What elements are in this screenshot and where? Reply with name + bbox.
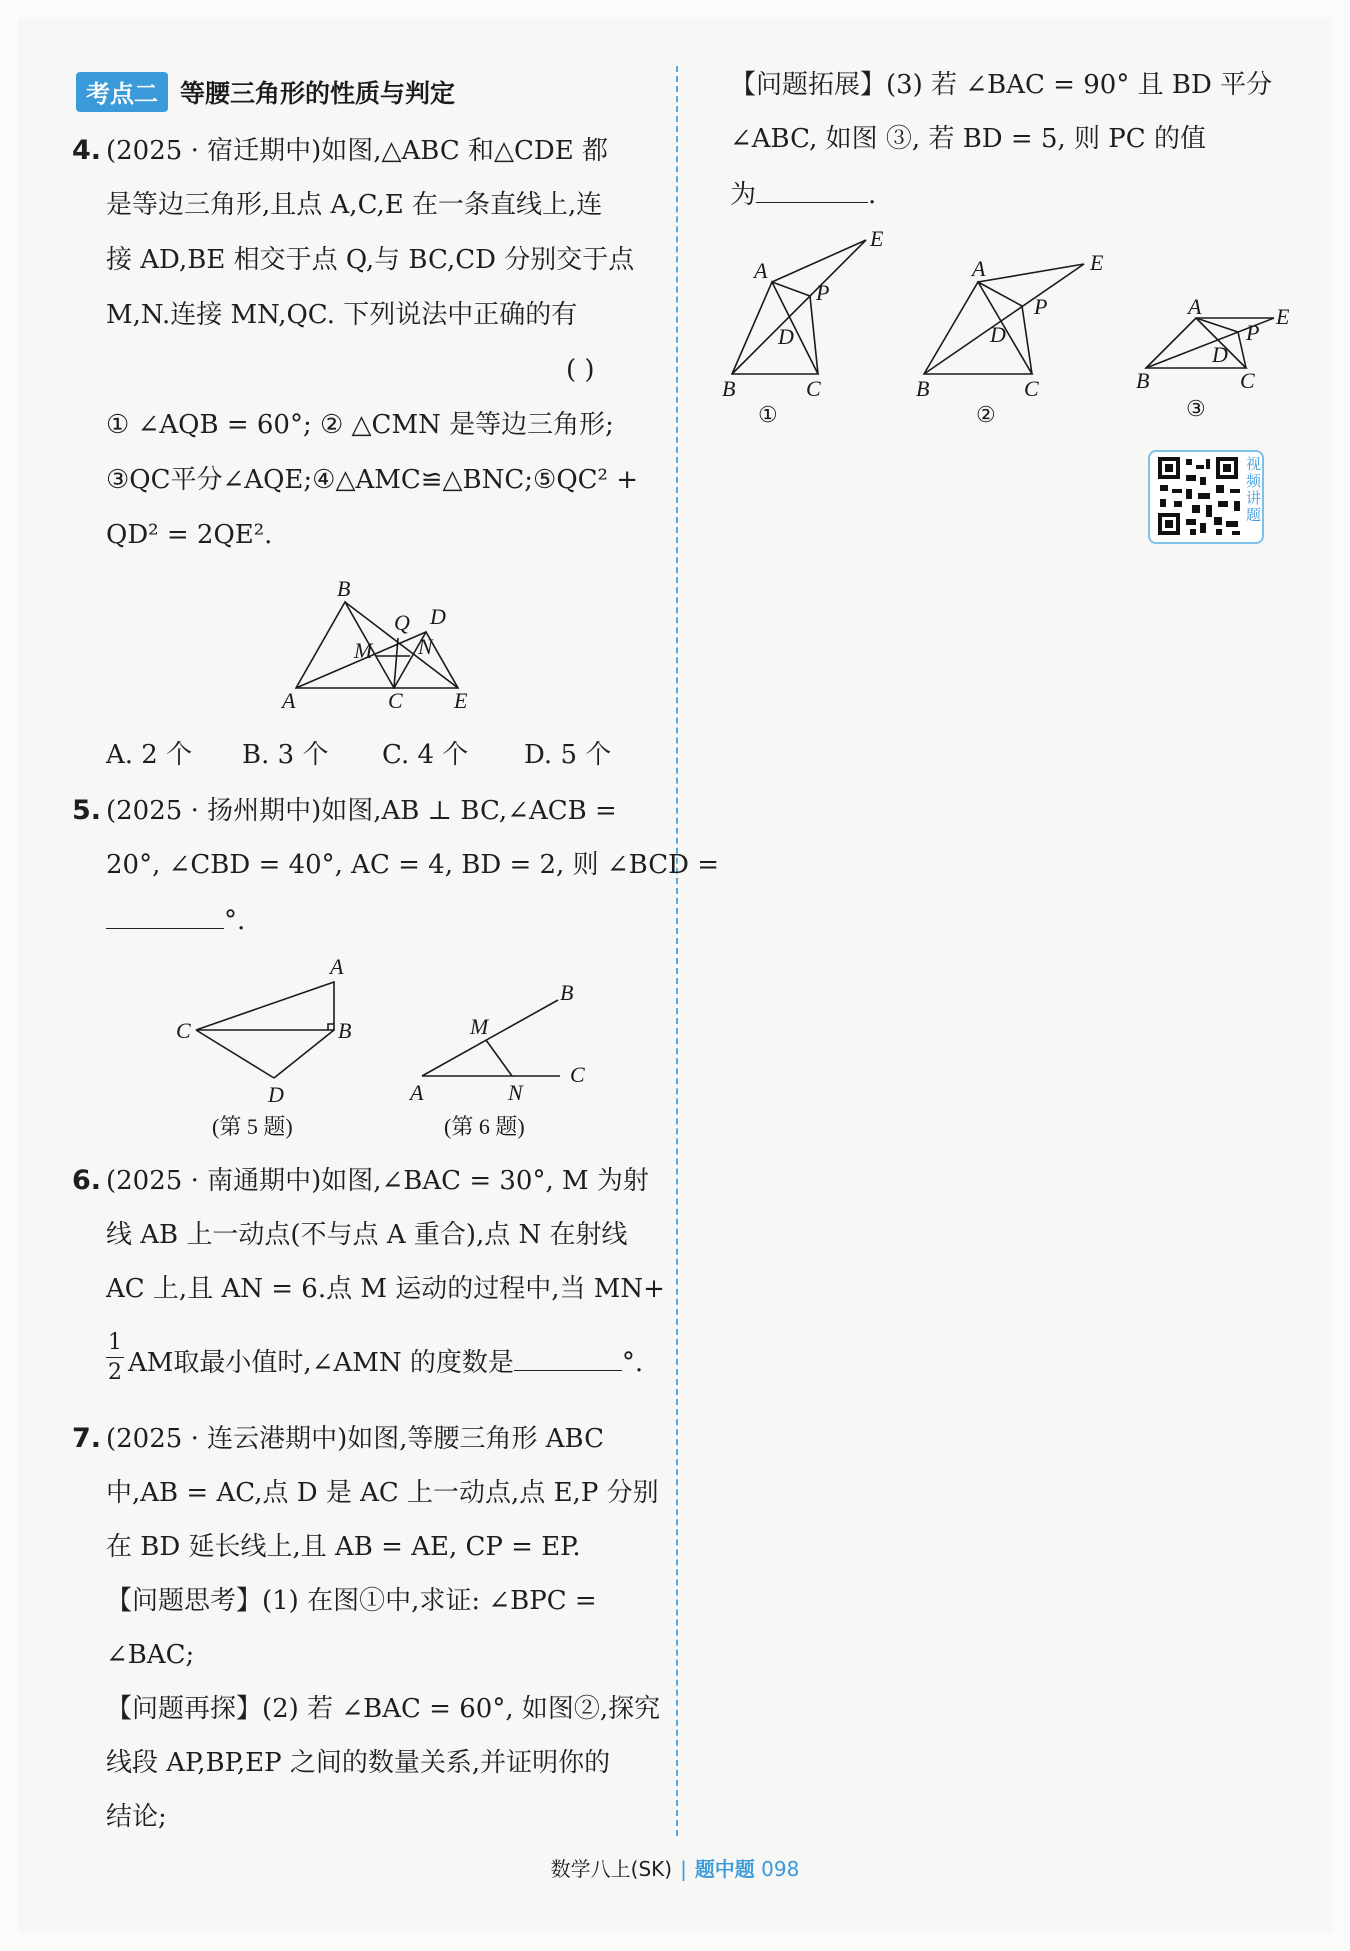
q7-fig2-be: [924, 264, 1084, 374]
section-title: 等腰三角形的性质与判定: [180, 79, 456, 108]
q6-answer-blank[interactable]: [514, 1346, 622, 1371]
q6-line-1: (2025 · 南通期中)如图,∠BAC = 30°, M 为射: [106, 1166, 649, 1196]
q5-figure: [170, 950, 370, 1140]
q4-option-a: A. 2 个: [106, 740, 193, 770]
q4-line-4: M,N.连接 MN,QC. 下列说法中正确的有: [106, 300, 578, 330]
q4-line-2: 是等边三角形,且点 A,C,E 在一条直线上,连: [106, 190, 603, 220]
q4-label-m: M: [354, 638, 373, 663]
q6-label-n: N: [508, 1080, 523, 1105]
q7-fig1-label-b: B: [722, 376, 736, 401]
q7-fig2-cp: [1022, 306, 1032, 374]
q7-line-2: 中,AB = AC,点 D 是 AC 上一动点,点 E,P 分别: [106, 1478, 659, 1508]
q7-figure-2: [910, 244, 1104, 428]
q4-label-c: C: [388, 688, 403, 713]
q7-line-4: 【问题思考】(1) 在图①中,求证: ∠BPC =: [106, 1586, 597, 1616]
q6-frac-den: 2: [108, 1360, 122, 1385]
q7-fig1-cp: [810, 296, 818, 374]
q6-frac-bar: [106, 1357, 124, 1358]
q7-fig1-label-d: D: [778, 324, 794, 349]
q5-label-d: D: [268, 1082, 284, 1107]
q7-fig1-be: [732, 240, 866, 374]
q7-number: 7.: [72, 1423, 102, 1454]
page-footer: [0, 1853, 1350, 1882]
q7-right-line-1: 【问题拓展】(3) 若 ∠BAC = 90° 且 BD 平分: [730, 70, 1273, 100]
q5-answer-blank[interactable]: [106, 904, 224, 929]
footer-brand: 题中题: [694, 1857, 755, 1881]
q6-caption: (第 6 题): [444, 1114, 525, 1139]
column-divider: [676, 66, 678, 1836]
q7-right-tail-end: .: [868, 180, 877, 210]
q4-line-1: (2025 · 宿迁期中)如图,△ABC 和△CDE 都: [106, 136, 609, 166]
q7-fig2-label-p: P: [1034, 294, 1048, 319]
q5-line-1: (2025 · 扬州期中)如图,AB ⊥ BC,∠ACB =: [106, 796, 617, 826]
q7-line-3: 在 BD 延长线上,且 AB = AE, CP = EP.: [106, 1532, 581, 1562]
q4-label-q: Q: [394, 610, 410, 635]
q4-answer-bracket: ( ): [566, 355, 595, 385]
q7-fig3-label-p: P: [1246, 320, 1260, 345]
q7-fig3-label-a: A: [1188, 294, 1202, 319]
q5-answer-line: [106, 904, 245, 936]
q7-fig3-cp: [1238, 332, 1246, 368]
q7-fig2-triangle: [924, 282, 1032, 374]
q7-right-line-3: [730, 178, 876, 210]
q7-fig1-ae: [772, 240, 866, 282]
q6-label-m: M: [470, 1014, 489, 1039]
q7-line-8: 结论;: [106, 1802, 167, 1832]
q5-number: 5.: [72, 795, 102, 826]
q6-tail-text: AM取最小值时,∠AMN 的度数是: [128, 1348, 514, 1378]
q4-line-7: QD² = 2QE².: [106, 520, 273, 550]
q7-fig3-label-d: D: [1212, 342, 1228, 367]
q4-line-6: ③QC平分∠AQE;④△AMC≌△BNC;⑤QC² +: [106, 465, 639, 495]
q7-fig2-label-e: E: [1090, 250, 1104, 275]
q7-fig3-triangle: [1146, 318, 1246, 368]
q6-ray-ab: [422, 1000, 558, 1076]
footer-separator: |: [680, 1857, 687, 1881]
q7-figure-1: [718, 226, 898, 426]
q7-fig3-label-e: E: [1276, 304, 1290, 329]
q6-number: 6.: [72, 1165, 102, 1196]
q4-triangle-abc: [296, 602, 394, 688]
qr-code-icon: [1156, 455, 1252, 539]
section-tag: 考点二: [76, 72, 168, 112]
q6-frac-num: 1: [108, 1330, 122, 1355]
q7-fig2-label-a: A: [972, 256, 986, 281]
q7-fig1-label-c: C: [806, 376, 821, 401]
q4-option-b: B. 3 个: [242, 740, 329, 770]
q4-label-b: B: [337, 576, 351, 601]
q4-label-d: D: [430, 604, 446, 629]
q7-fig1-label-p: P: [816, 280, 830, 305]
q5-label-a: A: [330, 954, 344, 979]
q5-label-b: B: [338, 1018, 352, 1043]
q6-line-2: 线 AB 上一动点(不与点 A 重合),点 N 在射线: [106, 1220, 628, 1250]
q7-right-line-2: ∠ABC, 如图 ③, 若 BD = 5, 则 PC 的值: [730, 124, 1206, 154]
q4-line-5: ① ∠AQB = 60°; ② △CMN 是等边三角形;: [106, 410, 614, 440]
q5-triangle-acb: [196, 982, 334, 1030]
q6-tail-line: [128, 1346, 643, 1378]
q5-line-2: 20°, ∠CBD = 40°, AC = 4, BD = 2, 则 ∠BCD =: [106, 850, 719, 880]
q7-line-1: (2025 · 连云港期中)如图,等腰三角形 ABC: [106, 1424, 605, 1454]
q7-line-5: ∠BAC;: [106, 1640, 195, 1670]
q4-label-n: N: [418, 634, 433, 659]
q7-fig3-label-b: B: [1136, 368, 1150, 393]
q7-fig2-ae: [978, 264, 1084, 282]
q6-line-3: AC 上,且 AN = 6.点 M 运动的过程中,当 MN+: [106, 1274, 665, 1304]
q7-right-tail: 为: [730, 180, 757, 210]
q6-figure: [400, 980, 600, 1140]
q5-tail: °.: [224, 906, 246, 936]
q5-segment-bd: [274, 1030, 334, 1078]
video-qr-label: 视频讲题: [1246, 455, 1262, 524]
q4-label-a: A: [282, 688, 296, 713]
footer-subject: 数学八上(SK): [550, 1857, 673, 1881]
q6-segment-mn: [486, 1040, 512, 1076]
q7-fig2-label-c: C: [1024, 376, 1039, 401]
q7-figure-3: [1126, 288, 1306, 428]
q6-tail-end: °.: [621, 1348, 644, 1378]
q7-line-7: 线段 AP,BP,EP 之间的数量关系,并证明你的: [106, 1748, 611, 1778]
q7-fig3-caption: ③: [1186, 396, 1206, 421]
q7-answer-blank[interactable]: [756, 178, 868, 203]
q7-fig3-label-c: C: [1240, 368, 1255, 393]
q5-caption: (第 5 题): [212, 1114, 293, 1139]
q4-number: 4.: [72, 135, 102, 166]
q5-right-angle-mark: [328, 1024, 334, 1030]
q5-segment-cd: [196, 1030, 274, 1078]
q7-fig2-label-d: D: [990, 322, 1006, 347]
q5-label-c: C: [176, 1018, 191, 1043]
q6-label-b: B: [560, 980, 574, 1005]
q4-option-c: C. 4 个: [382, 740, 469, 770]
q6-label-a: A: [410, 1080, 424, 1105]
q4-line-3: 接 AD,BE 相交于点 Q,与 BC,CD 分别交于点: [106, 245, 635, 275]
q4-label-e: E: [454, 688, 468, 713]
q7-fig1-label-a: A: [754, 258, 768, 283]
q7-fig1-caption: ①: [758, 402, 778, 427]
footer-page-number: 098: [761, 1857, 800, 1881]
q7-fig2-label-b: B: [916, 376, 930, 401]
q7-fig1-label-e: E: [870, 226, 884, 251]
q7-fig2-caption: ②: [976, 402, 996, 427]
q4-figure: [280, 574, 500, 714]
q7-line-6: 【问题再探】(2) 若 ∠BAC = 60°, 如图②,探究: [106, 1694, 661, 1724]
section-heading: [76, 72, 455, 112]
q6-label-c: C: [570, 1062, 585, 1087]
q4-option-d: D. 5 个: [524, 740, 612, 770]
